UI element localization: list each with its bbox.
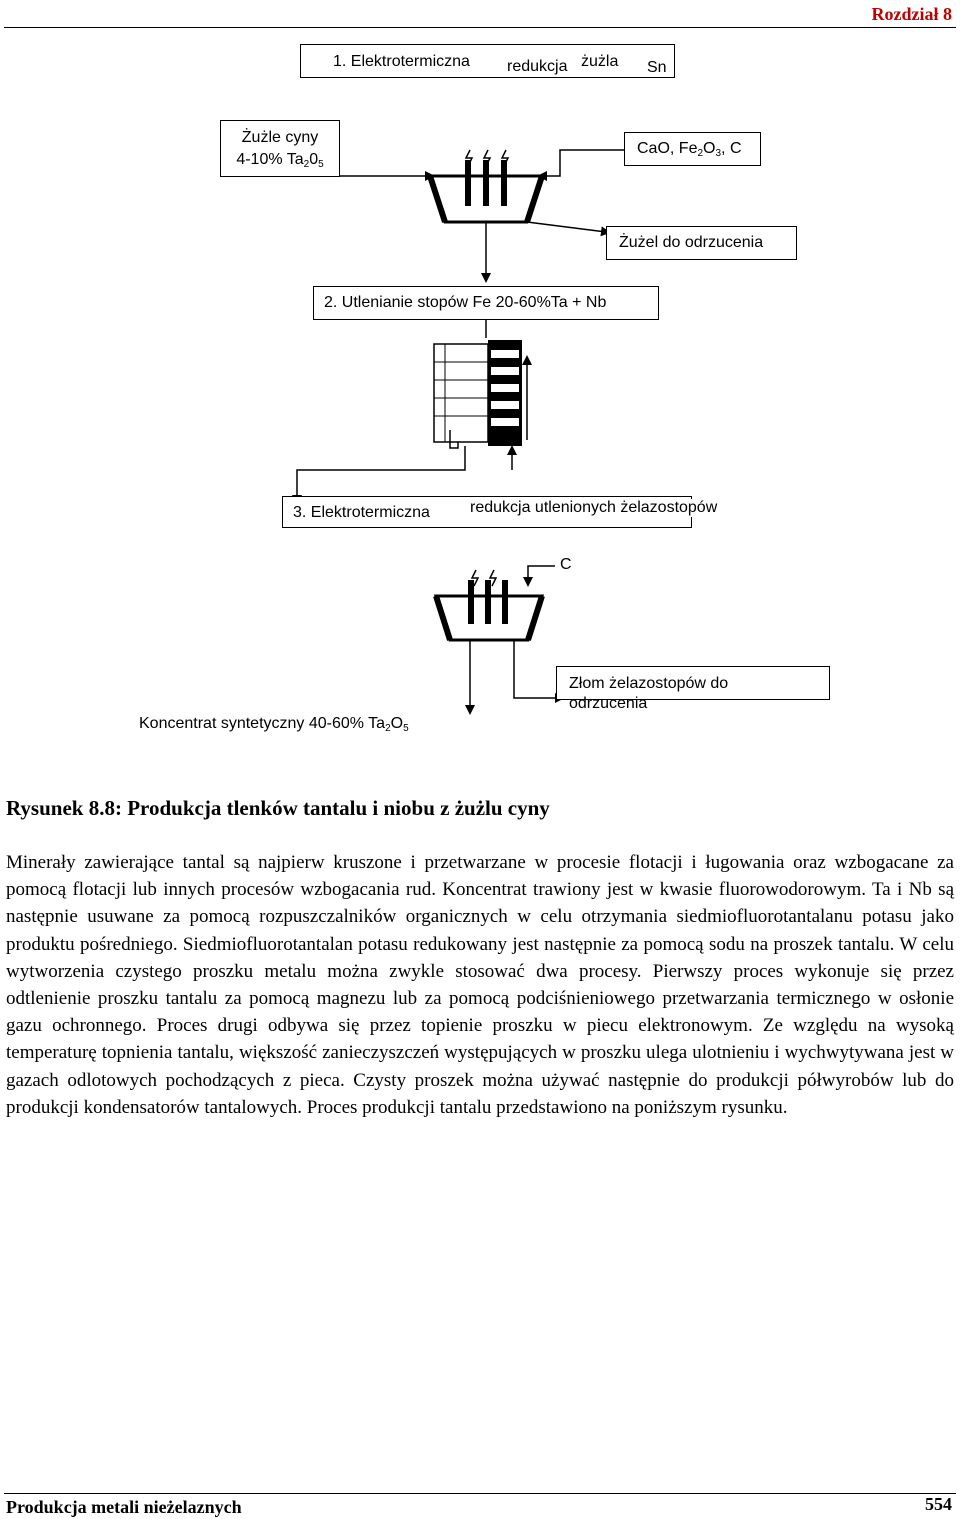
step1-label-b: redukcja (507, 58, 568, 75)
input-slag-line2: 4-10% $Ta_20_5$ (236, 151, 324, 170)
step1-box (300, 44, 675, 78)
oxidation-converter-icon (434, 340, 527, 448)
chapter-header: Rozdział 8 (871, 4, 952, 24)
footer-rule (4, 1493, 956, 1494)
waste-slag-box: Żużel do odrzucenia (606, 226, 797, 260)
body-paragraph: Minerały zawierające tantal są najpierw kruszone i przetwarzane w procesie flotacji i ługowania oraz wzbogacane za pomocą flotacji lub innych procesów wzbogacania rud. Koncentrat trawiony jest w kwasie fluorowodorowym. Ta i Nb są następnie usuwane za pomocą rozpuszczalników organicznych w celu otrzymania siedmiofluorotantalanu potasu jako produktu pośredniego. Siedmiofluorotantalan potasu redukowany jest następnie za pomocą sodu na proszek tantalu. W celu wytworzenia czystego proszku metalu można zwykle stosować dwa procesy. Pierwszy proces wykonuje się przez odtlenienie proszku tantalu za pomocą magnezu lub za pomocą podciśnieniowego przetwarzania termicznego w osłonie gazu ochronnego. Proces drugi odbywa się przez topienie proszku w piecu elektronowym. Ze względu na wysoką temperaturę topnienia tantalu, większość zanieczyszczeń występujących w proszku ulega ulotnieniu i wychwytywana jest w gazach odlotowych pochodzących z pieca. Czysty proszek można używać następnie do produkcji półwyrobów lub do produkcji kondensatorów tantalowych. Proces produkcji tantalu przedstawiono na poniższym rysunku. (6, 852, 954, 1118)
concentrate-label: Koncentrat syntetyczny 40-60% $Ta_2O_5$ (139, 715, 409, 734)
input-slag-line1: Żużle cyny (241, 129, 319, 146)
electric-furnace-1-icon (430, 150, 542, 222)
footer-title: Produkcja metali nieżelaznych (6, 1497, 242, 1517)
step3-label-a: 3. Elektrotermiczna (293, 504, 430, 521)
electric-furnace-2-icon (436, 570, 542, 640)
step1-label-d: Sn (647, 59, 667, 76)
carbon-label: C (560, 556, 572, 573)
input-slag-box (220, 120, 340, 177)
step2-box: 2. Utlenianie stopów Fe 20-60%Ta + Nb (313, 286, 659, 320)
scrap-box: Złom żelazostopów do odrzucenia (556, 666, 830, 700)
step1-label-a: 1. Elektrotermiczna (333, 53, 470, 70)
page-number: 554 (925, 1494, 952, 1514)
step3-label-b: redukcja utlenionych żelazostopów (470, 499, 718, 516)
step1-label-c: żużla (581, 53, 619, 70)
figure-caption: Rysunek 8.8: Produkcja tlenków tantalu i niobu z żużlu cyny (6, 796, 550, 820)
reagents-box: CaO, $Fe_2O_3$, C (624, 132, 761, 166)
